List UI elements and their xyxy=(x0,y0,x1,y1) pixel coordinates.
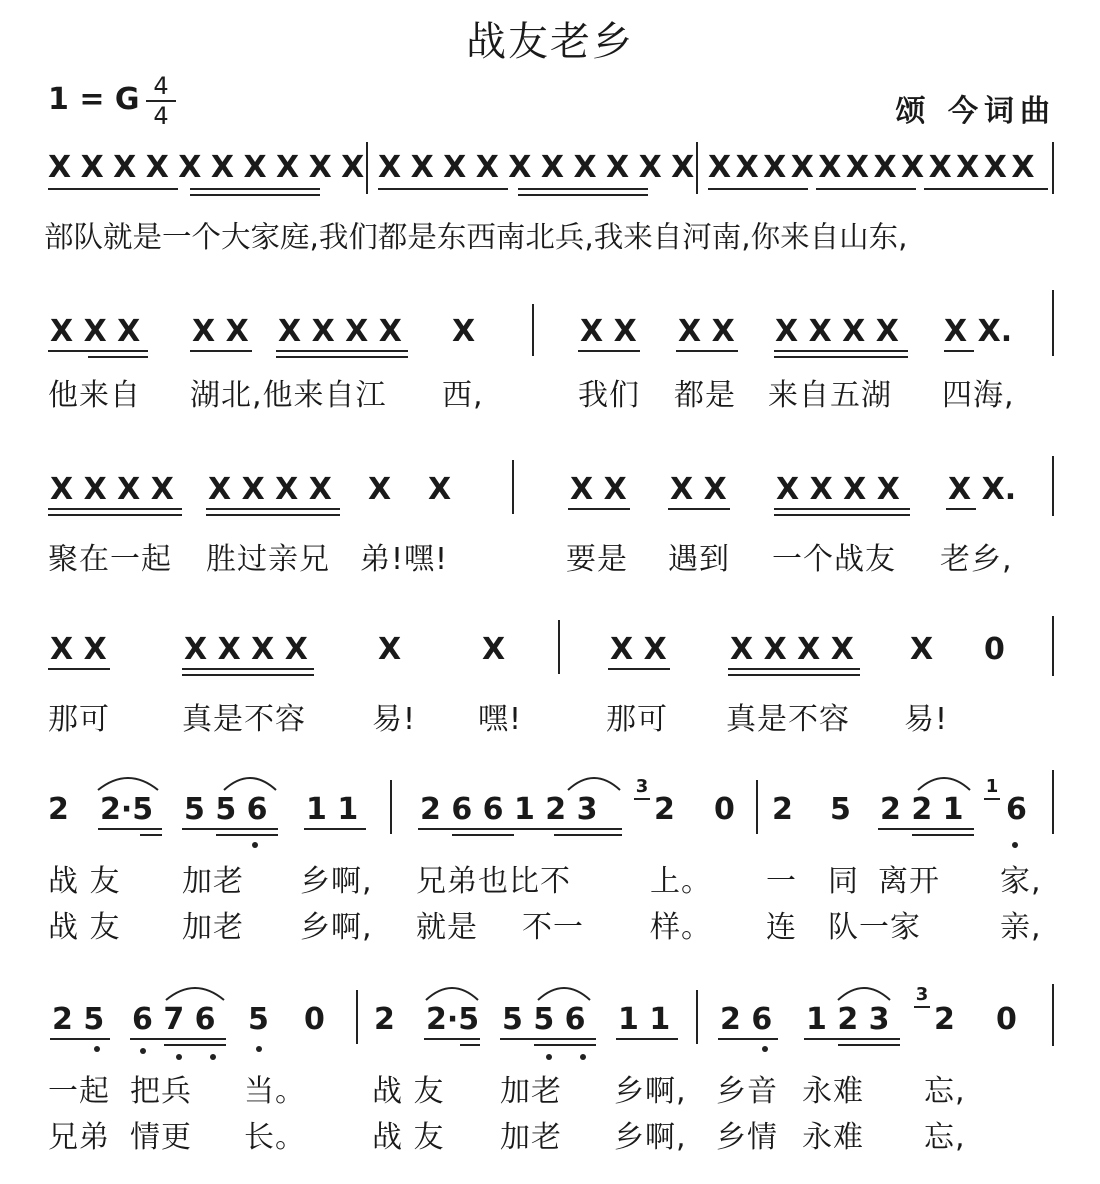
rhythm-group: X X X X X X X X X X X X xyxy=(708,150,1032,185)
beam-underline xyxy=(774,350,908,352)
lyric-word: 长。 xyxy=(244,1120,306,1155)
beam-underline xyxy=(728,668,860,670)
beam-underline xyxy=(164,1044,226,1046)
octave-dot xyxy=(580,1054,586,1060)
rhythm-group: X X X X xyxy=(776,472,900,507)
rhythm-group: X X xyxy=(192,314,249,349)
lyric-word: 加老 xyxy=(500,1074,562,1109)
lyric-word: 西, xyxy=(442,378,484,413)
beam-underline xyxy=(616,1038,678,1040)
beam-underline xyxy=(668,508,730,510)
lyric-word: 湖北,他来自江 xyxy=(190,378,387,413)
beam-underline xyxy=(182,668,314,670)
barline xyxy=(696,990,698,1044)
beam-underline xyxy=(378,188,508,190)
beam-underline xyxy=(944,350,974,352)
beam-underline xyxy=(774,514,910,516)
lyric-word: 乡啊, xyxy=(300,864,373,899)
beam-underline xyxy=(48,350,148,352)
beam-underline xyxy=(206,508,340,510)
note-group: 2·5 xyxy=(426,1002,480,1037)
lyrics-line-1: 部队就是一个大家庭,我们都是东西南北兵,我来自河南,你来自山东, xyxy=(44,220,908,254)
rhythm-group: X X xyxy=(610,632,667,667)
slur-arc xyxy=(96,772,160,792)
beam-underline xyxy=(500,1038,596,1040)
note-group: 2 5 xyxy=(52,1002,105,1037)
rhythm-group: X xyxy=(428,472,452,507)
rhythm-group: X xyxy=(910,632,934,667)
rhythm-group: X X X X X X X X X X xyxy=(378,150,694,185)
slur-arc xyxy=(164,982,226,1002)
lyric-word: 亲, xyxy=(1000,910,1042,945)
note-group: 2 xyxy=(654,792,675,827)
octave-dot xyxy=(140,1048,146,1054)
slur-arc xyxy=(566,772,622,792)
rhythm-group: X xyxy=(452,314,476,349)
lyric-word: 乡啊, xyxy=(300,910,373,945)
barline xyxy=(1052,770,1054,834)
lyric-word: 加老 xyxy=(182,864,244,899)
octave-dot xyxy=(210,1054,216,1060)
lyric-word: 连 xyxy=(766,910,797,945)
beam-underline xyxy=(206,514,340,516)
lyric-word: 易! xyxy=(904,702,949,737)
beam-underline xyxy=(276,356,408,358)
barline xyxy=(390,780,392,834)
rhythm-line-1 xyxy=(0,150,1100,206)
note-group: 2 xyxy=(48,792,69,827)
note-group: 0 xyxy=(996,1002,1017,1037)
lyric-word: 战 友 xyxy=(372,1120,445,1155)
slur-arc xyxy=(916,772,972,792)
lyric-word: 乡音 xyxy=(716,1074,778,1109)
note-group: 1 1 xyxy=(618,1002,671,1037)
rhythm-group: X X xyxy=(580,314,637,349)
key-signature: 1 = G xyxy=(48,82,140,117)
barline xyxy=(532,304,534,356)
beam-underline xyxy=(418,828,622,830)
rhythm-group: X X xyxy=(570,472,627,507)
beam-underline xyxy=(774,508,910,510)
beam-underline xyxy=(452,834,514,836)
lyric-word: 一个战友 xyxy=(772,542,896,577)
rhythm-group: X X X X xyxy=(208,472,332,507)
grace-note: 1 xyxy=(985,776,999,797)
lyric-word: 不一 xyxy=(522,910,584,945)
beam-underline xyxy=(912,834,974,836)
lyric-word: 把兵 xyxy=(130,1074,192,1109)
grace-note-line xyxy=(914,1006,930,1008)
beam-underline xyxy=(804,1038,900,1040)
octave-dot xyxy=(252,842,258,848)
barline xyxy=(1052,984,1054,1046)
slur-arc xyxy=(222,772,278,792)
octave-dot xyxy=(176,1054,182,1060)
beam-underline xyxy=(518,194,648,196)
lyric-word: 那可 xyxy=(48,702,110,737)
time-signature-top: 4 xyxy=(153,72,169,100)
octave-dot xyxy=(256,1046,262,1052)
note-group: 2 xyxy=(934,1002,955,1037)
slur-arc xyxy=(836,982,892,1002)
beam-underline xyxy=(878,828,974,830)
beam-underline xyxy=(48,668,110,670)
rhythm-group: X X X xyxy=(50,314,141,349)
lyric-word: 遇到 xyxy=(668,542,730,577)
beam-underline xyxy=(718,1038,778,1040)
beam-underline xyxy=(130,1038,226,1040)
lyric-word: 真是不容 xyxy=(182,702,306,737)
lyric-word: 胜过亲兄 xyxy=(206,542,330,577)
rhythm-group: X X X X xyxy=(775,314,899,349)
beam-underline xyxy=(88,356,148,358)
barline xyxy=(366,142,368,194)
lyric-word: 兄弟 xyxy=(48,1120,110,1155)
beam-underline xyxy=(924,188,1048,190)
lyric-word: 同 xyxy=(828,864,859,899)
beam-underline xyxy=(190,350,252,352)
beam-underline xyxy=(534,1044,596,1046)
beam-underline xyxy=(460,1044,480,1046)
lyric-word: 队一家 xyxy=(828,910,921,945)
beam-underline xyxy=(216,834,278,836)
lyric-word: 忘, xyxy=(924,1074,966,1109)
beam-underline xyxy=(774,356,908,358)
barline xyxy=(1052,142,1054,194)
beam-underline xyxy=(140,834,162,836)
melody-line-1 xyxy=(0,792,1100,848)
note-group: 5 5 6 xyxy=(502,1002,586,1037)
note-group: 5 xyxy=(248,1002,269,1037)
beam-underline xyxy=(578,350,640,352)
lyric-word: 一起 xyxy=(48,1074,110,1109)
lyric-word: 战 友 xyxy=(48,910,121,945)
beam-underline xyxy=(304,828,366,830)
beam-underline xyxy=(424,1038,480,1040)
beam-underline xyxy=(838,1044,900,1046)
lyric-word: 要是 xyxy=(566,542,628,577)
lyric-word: 上。 xyxy=(650,864,712,899)
lyric-word: 乡啊, xyxy=(614,1120,687,1155)
grace-note-line xyxy=(634,798,650,800)
rhythm-group: X X X X xyxy=(730,632,854,667)
rhythm-line-3 xyxy=(0,472,1100,528)
octave-dot xyxy=(1012,842,1018,848)
rhythm-group: X X xyxy=(50,632,107,667)
lyric-word: 真是不容 xyxy=(726,702,850,737)
note-group: 1 1 xyxy=(306,792,359,827)
rhythm-group: X X xyxy=(670,472,727,507)
rhythm-group: X X X X xyxy=(278,314,402,349)
lyric-word: 样。 xyxy=(650,910,712,945)
beam-underline xyxy=(568,508,630,510)
note-group: 6 7 6 xyxy=(132,1002,216,1037)
lyric-word: 忘, xyxy=(924,1120,966,1155)
beam-underline xyxy=(728,674,860,676)
lyric-word: 就是 xyxy=(416,910,478,945)
lyric-word: 永难 xyxy=(802,1074,864,1109)
beam-underline xyxy=(48,508,182,510)
lyric-word: 加老 xyxy=(500,1120,562,1155)
lyric-word: 聚在一起 xyxy=(48,542,172,577)
rhythm-group: X X. xyxy=(948,472,1017,507)
lyric-word: 四海, xyxy=(942,378,1015,413)
note-group: 2·5 xyxy=(100,792,154,827)
rhythm-group: X xyxy=(482,632,506,667)
beam-underline xyxy=(676,350,738,352)
beam-underline xyxy=(98,828,162,830)
song-title: 战友老乡 xyxy=(466,19,634,65)
slur-arc xyxy=(424,982,480,1002)
barline xyxy=(1052,290,1054,356)
beam-underline xyxy=(182,674,314,676)
note-group: 0 xyxy=(304,1002,325,1037)
rhythm-group: X X xyxy=(678,314,735,349)
lyric-word: 离开 xyxy=(878,864,940,899)
lyric-word: 家, xyxy=(1000,864,1042,899)
barline xyxy=(756,780,758,834)
lyric-word: 战 友 xyxy=(48,864,121,899)
melody-line-2 xyxy=(0,1002,1100,1058)
barline xyxy=(696,142,698,194)
barline xyxy=(356,990,358,1044)
lyric-word: 他来自 xyxy=(48,378,141,413)
lyric-word: 易! xyxy=(372,702,417,737)
rhythm-group: X X X X X X X X X X xyxy=(48,150,364,185)
lyric-word: 永难 xyxy=(802,1120,864,1155)
lyric-word: 弟!嘿! xyxy=(360,542,449,577)
slur-arc xyxy=(536,982,592,1002)
note-group: 2 6 6 1 2 3 xyxy=(420,792,598,827)
note-group: 2 2 1 xyxy=(880,792,964,827)
beam-underline xyxy=(190,188,320,190)
lyric-word: 老乡, xyxy=(940,542,1013,577)
note-group: 1 2 3 xyxy=(806,1002,890,1037)
barline xyxy=(1052,616,1054,676)
lyric-word: 乡啊, xyxy=(614,1074,687,1109)
barline xyxy=(512,460,514,514)
beam-underline xyxy=(554,834,622,836)
beam-underline xyxy=(708,188,808,190)
grace-note: 3 xyxy=(915,984,929,1005)
lyric-word: 嘿! xyxy=(478,702,523,737)
beam-underline xyxy=(190,194,320,196)
rhythm-group: X X. xyxy=(944,314,1013,349)
rhythm-group: X xyxy=(368,472,392,507)
lyric-word: 加老 xyxy=(182,910,244,945)
beam-underline xyxy=(518,188,648,190)
lyric-word: 那可 xyxy=(606,702,668,737)
note-group: 2 xyxy=(772,792,793,827)
composer-credit: 颂 今词曲 xyxy=(895,94,1056,129)
note-group: 6 xyxy=(1006,792,1027,827)
octave-dot xyxy=(762,1046,768,1052)
octave-dot xyxy=(94,1046,100,1052)
time-signature-bottom: 4 xyxy=(146,100,176,130)
lyric-word: 一 xyxy=(766,864,797,899)
lyric-word: 来自五湖 xyxy=(768,378,892,413)
lyric-word: 兄弟也比不 xyxy=(416,864,571,899)
note-group: 2 6 xyxy=(720,1002,773,1037)
rhythm-group: X xyxy=(378,632,402,667)
beam-underline xyxy=(816,188,916,190)
beam-underline xyxy=(946,508,976,510)
beam-underline xyxy=(276,350,408,352)
note-group: 0 xyxy=(714,792,735,827)
beam-underline xyxy=(608,668,670,670)
lyric-word: 情更 xyxy=(130,1120,192,1155)
grace-note: 3 xyxy=(635,776,649,797)
barline xyxy=(1052,456,1054,516)
lyric-word: 战 友 xyxy=(372,1074,445,1109)
beam-underline xyxy=(48,188,178,190)
rhythm-group: X X X X xyxy=(50,472,174,507)
grace-note-line xyxy=(984,798,1000,800)
beam-underline xyxy=(48,514,182,516)
rhythm-group: X X X X xyxy=(184,632,308,667)
lyric-word: 都是 xyxy=(674,378,736,413)
beam-underline xyxy=(182,828,278,830)
beam-underline xyxy=(50,1038,110,1040)
note-group: 2 xyxy=(374,1002,395,1037)
lyric-word: 我们 xyxy=(578,378,640,413)
lyric-word: 乡情 xyxy=(716,1120,778,1155)
barline xyxy=(558,620,560,674)
rhythm-line-2 xyxy=(0,314,1100,370)
rhythm-line-4 xyxy=(0,632,1100,688)
note-group: 5 xyxy=(830,792,851,827)
octave-dot xyxy=(546,1054,552,1060)
lyric-word: 当。 xyxy=(244,1074,306,1109)
rhythm-group: 0 xyxy=(984,632,1005,667)
note-group: 5 5 6 xyxy=(184,792,268,827)
time-signature xyxy=(146,72,176,130)
